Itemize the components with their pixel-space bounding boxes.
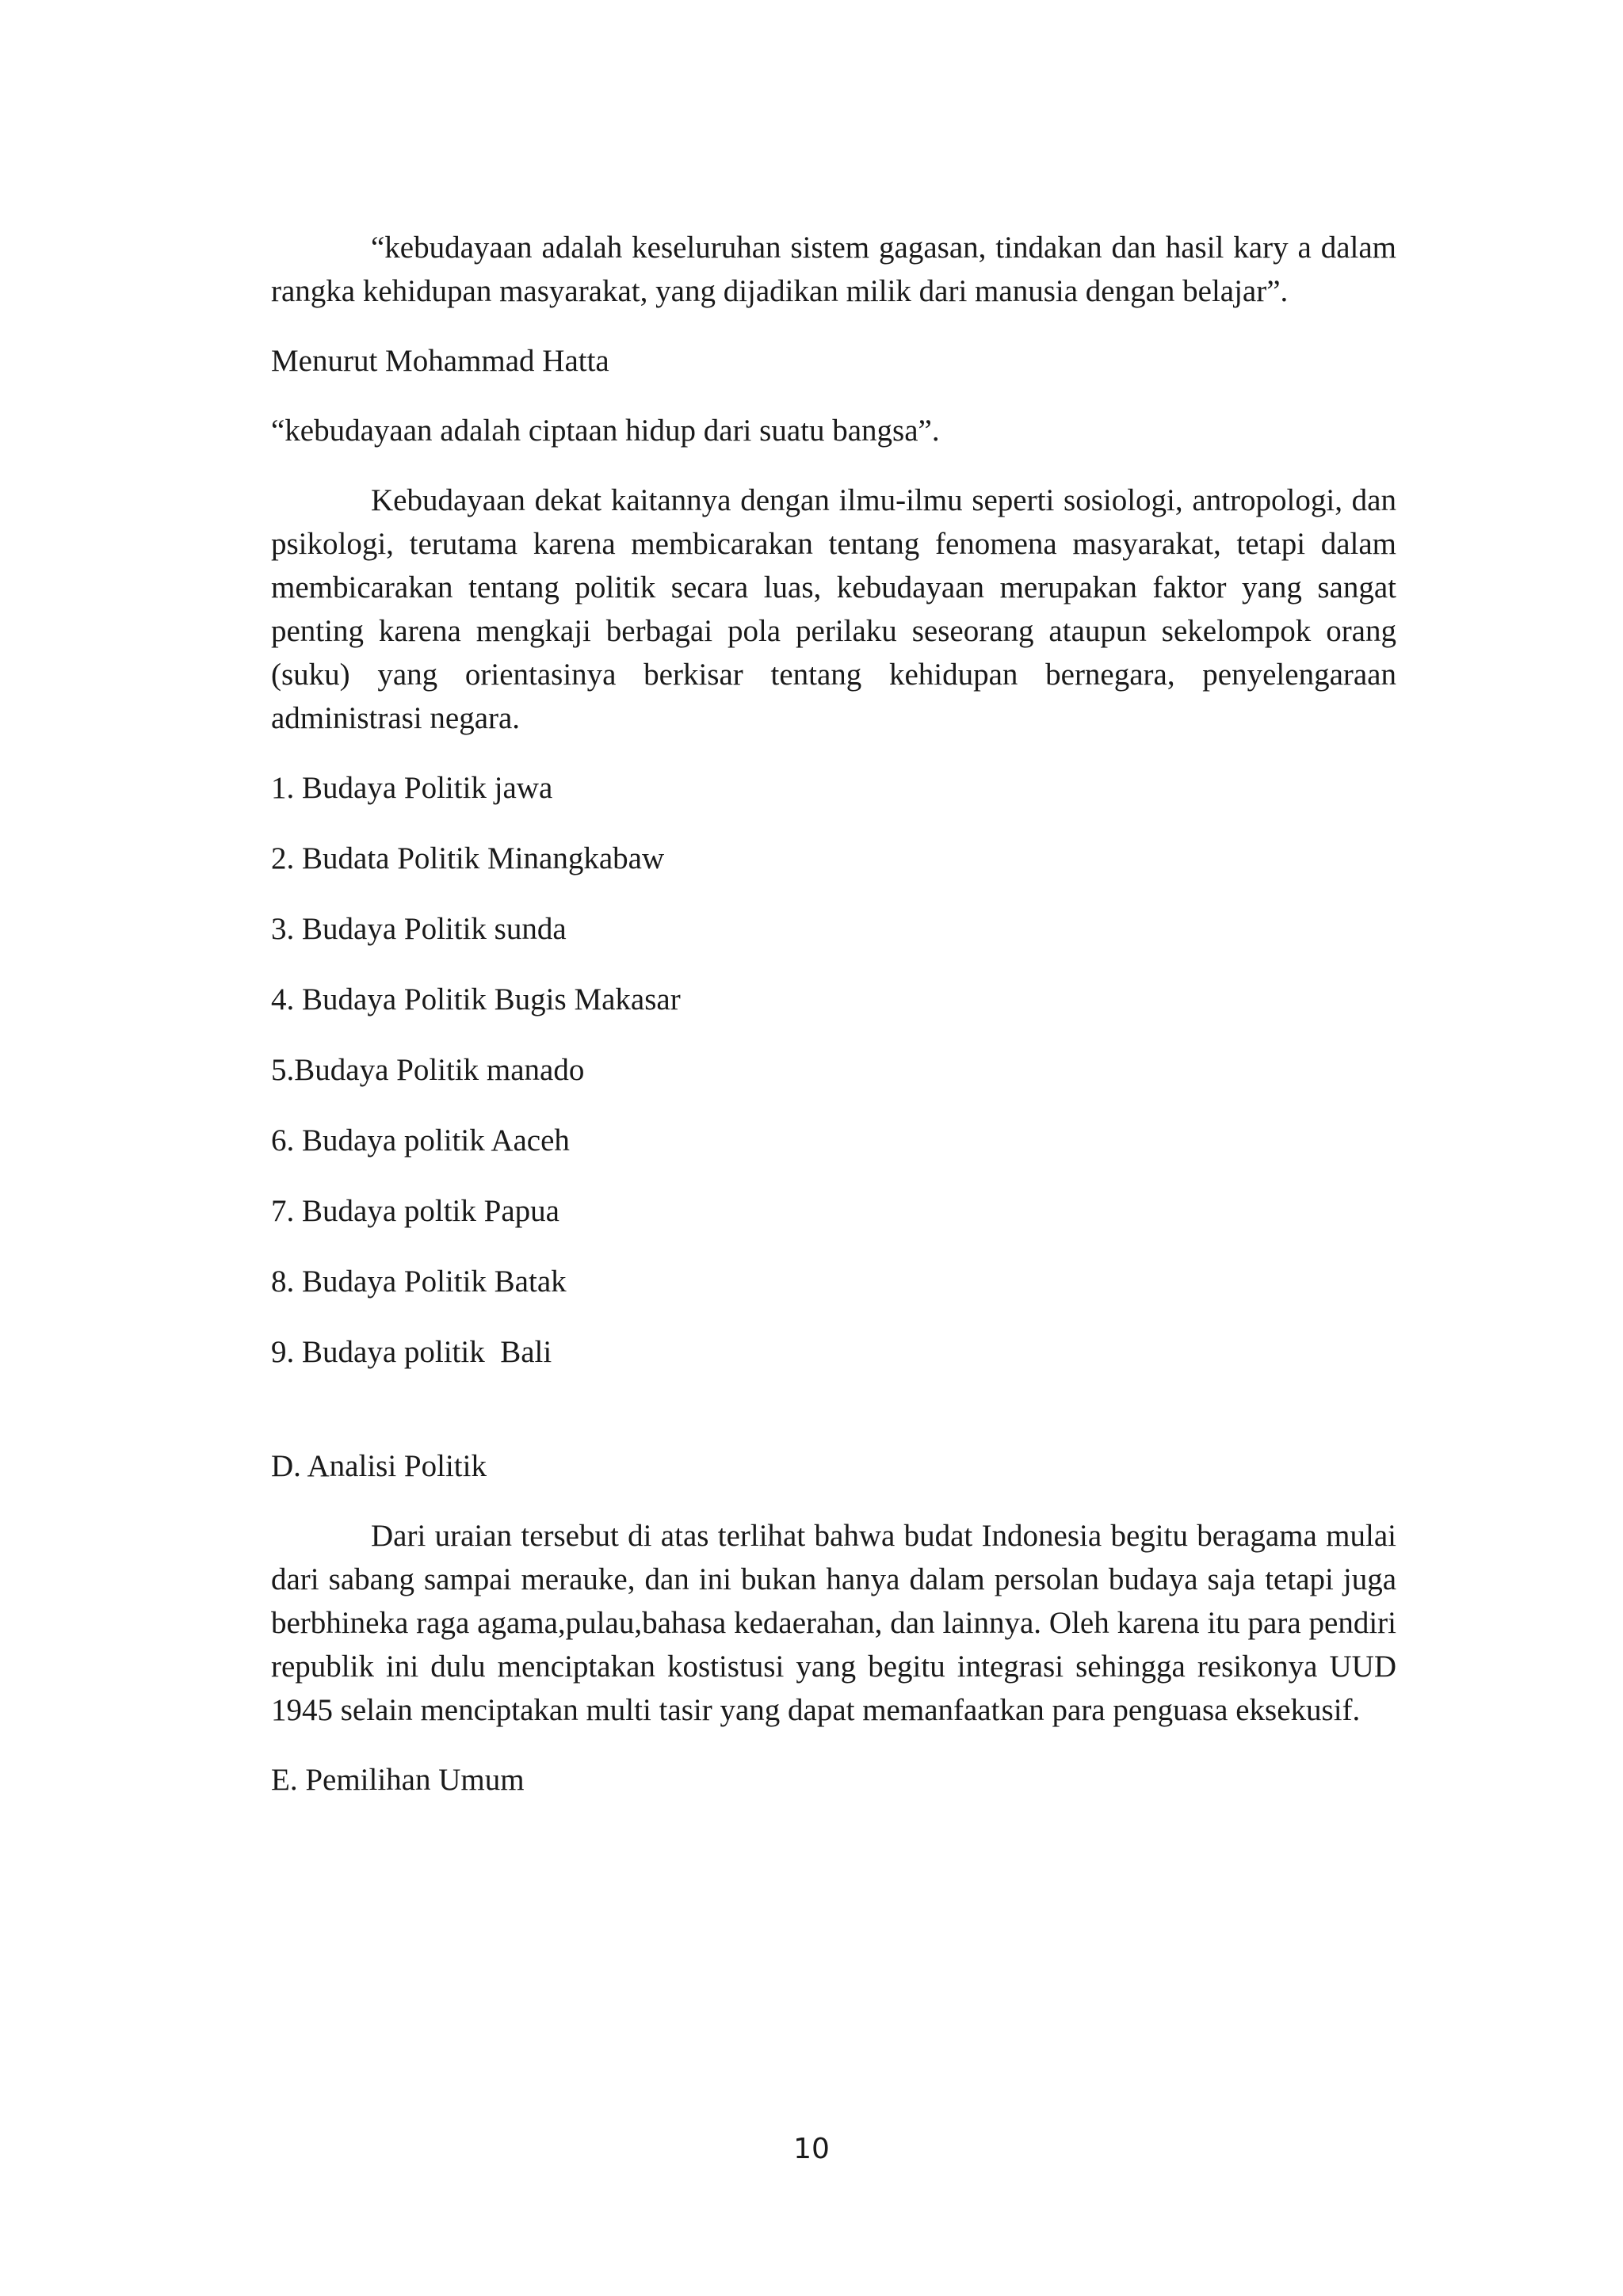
quote-hatta: “kebudayaan adalah ciptaan hidup dari suatu bangsa”. [271, 414, 940, 448]
section-d-heading: D. Analisi Politik [271, 1449, 487, 1483]
spacer [271, 1401, 1396, 1444]
list-item: 1. Budaya Politik jawa [271, 771, 553, 805]
list-item: 6. Budaya politik Aaceh [271, 1123, 570, 1158]
page-content [271, 226, 1396, 1828]
page-number: 10 [793, 2133, 830, 2165]
list-item: 3. Budaya Politik sunda [271, 912, 567, 946]
list-item: 4. Budaya Politik Bugis Makasar [271, 982, 681, 1016]
section-e-heading: E. Pemilihan Umum [271, 1763, 525, 1797]
list-item: 7. Budaya poltik Papua [271, 1194, 559, 1228]
paragraph-kebudayaan: Kebudayaan dekat kaitannya dengan ilmu-ilmu seperti sosiologi, antropologi, dan psikologi, terutama karena membicarakan tentang fenomena masyarakat, tetapi dalam membicarakan tentang politik secara luas, kebudayaan merupakan faktor yang sangat penting karena mengkaji berbagai pola perilaku seseorang ataupun sekelompok orang (suku) yang orientasinya berkisar tentang kehidupan bernegara, penyelengaraan administrasi negara. [271, 483, 1396, 735]
list-item: 2. Budata Politik Minangkabaw [271, 841, 665, 875]
list-item: 8. Budaya Politik Batak [271, 1264, 567, 1299]
hatta-heading: Menurut Mohammad Hatta [271, 344, 609, 378]
list-item: 5.Budaya Politik manado [271, 1053, 585, 1087]
budaya-politik-list [271, 766, 1396, 1374]
paragraph-analisi-politik: Dari uraian tersebut di atas terlihat bahwa budat Indonesia begitu beragama mulai dari sabang sampai merauke, dan ini bukan hanya dalam persolan budaya saja tetapi juga berbhineka raga agama,pulau,bahasa kedaerahan, dan lainnya. Oleh karena itu para pendiri republik ini dulu menciptakan kostistusi yang begitu integrasi sehingga resikonya UUD 1945 selain menciptakan multi tasir yang dapat memanfaatkan para penguasa eksekusif. [271, 1519, 1396, 1727]
list-item: 9. Budaya politik Bali [271, 1335, 552, 1369]
quote-koentjaraningrat: “kebudayaan adalah keseluruhan sistem gagasan, tindakan dan hasil kary a dalam rangka kehidupan masyarakat, yang dijadikan milik dari manusia dengan belajar”. [271, 231, 1396, 308]
